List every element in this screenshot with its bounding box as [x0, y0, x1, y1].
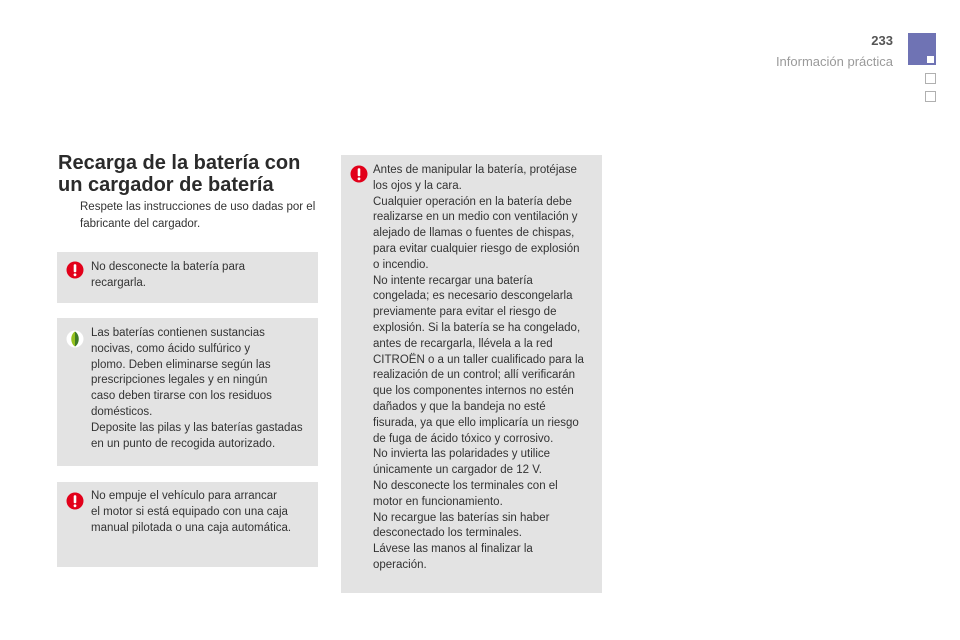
note-line: motor en funcionamiento.: [373, 495, 503, 508]
note-line: que los componentes internos no estén: [373, 385, 574, 398]
note-line: en un punto de recogida autorizado.: [91, 437, 276, 450]
section-label: Información práctica: [775, 54, 893, 69]
note-line: el motor si está equipado con una caja: [91, 505, 288, 518]
chapter-tab: [925, 73, 936, 84]
environment-note-box: [57, 318, 318, 466]
note-line: domésticos.: [91, 405, 153, 418]
note-line: para evitar cualquier riesgo de explosión: [373, 242, 580, 255]
note-line: Lávese las manos al finalizar la: [373, 543, 533, 556]
chapter-tab-active: [908, 33, 936, 65]
note-line: dañados y que la bandeja no esté: [373, 400, 546, 413]
note-line: congelada; es necesario descongelarla: [373, 290, 573, 303]
chapter-tab: [925, 91, 936, 102]
page-number: 233: [871, 33, 893, 48]
note-line: No invierta las polaridades y utilice: [373, 448, 551, 461]
note-text: [91, 326, 315, 452]
note-line: No empuje el vehículo para arrancar: [91, 490, 278, 502]
bullet-text: Respete las instrucciones de uso dadas por el fabricante del cargador.: [80, 201, 316, 230]
note-text: [91, 260, 311, 292]
warning-icon: [66, 261, 84, 279]
note-line: realización de un control; allí verificarán: [373, 369, 575, 382]
note-line: No intente recargar una batería: [373, 274, 533, 287]
section-title: Recarga de la batería con un cargador de batería: [58, 152, 301, 196]
note-line: Las baterías contienen sustancias: [91, 327, 265, 339]
note-line: alejado de llamas o fuentes de chispas,: [373, 227, 575, 240]
note-line: realizarse en un medio con ventilación y: [373, 211, 578, 224]
note-line: nocivas, como ácido sulfúrico y: [91, 342, 251, 355]
note-line: únicamente un cargador de 12 V.: [373, 464, 543, 477]
note-line: caso deben tirarse con los residuos: [91, 390, 272, 403]
environment-leaf-icon: [66, 330, 84, 348]
chapter-tab-marker: [927, 56, 934, 63]
note-line: prescripciones legales y en ningún: [91, 374, 268, 387]
note-line: No recargue las baterías sin haber: [373, 511, 550, 524]
warning-note-box: [341, 155, 602, 593]
note-line: plomo. Deben eliminarse según las: [91, 358, 271, 371]
warning-icon: [66, 492, 84, 510]
note-line: recargarla.: [91, 276, 146, 289]
warning-icon: [350, 165, 368, 183]
note-line: Deposite las pilas y las baterías gastadas: [91, 421, 303, 434]
note-line: antes de recargarla, llévela a la red: [373, 337, 553, 350]
note-line: de fuga de ácido tóxico y corrosivo.: [373, 432, 554, 445]
note-line: explosión. Si la batería se ha congelado,: [373, 321, 581, 334]
note-line: fisurada, ya que ello implicaría un riesgo: [373, 416, 579, 429]
note-text: [91, 489, 315, 536]
note-line: desconectado los terminales.: [373, 527, 522, 540]
note-line: operación.: [373, 558, 427, 571]
note-line: manual pilotada o una caja automática.: [91, 521, 292, 534]
note-line: No desconecte los terminales con el: [373, 479, 558, 492]
warning-note-box: [57, 252, 318, 303]
note-line: No desconecte la batería para: [91, 261, 246, 273]
note-line: previamente para evitar el riesgo de: [373, 306, 557, 319]
note-line: Antes de manipular la batería, protéjase: [373, 164, 577, 176]
note-line: o incendio.: [373, 258, 429, 271]
instruction-bullet: [58, 199, 318, 233]
note-line: CITROËN o a un taller cualificado para la: [373, 353, 584, 366]
warning-note-box: [57, 482, 318, 567]
note-text: [373, 163, 599, 574]
note-line: Cualquier operación en la batería debe: [373, 195, 572, 208]
note-line: los ojos y la cara.: [373, 179, 462, 192]
